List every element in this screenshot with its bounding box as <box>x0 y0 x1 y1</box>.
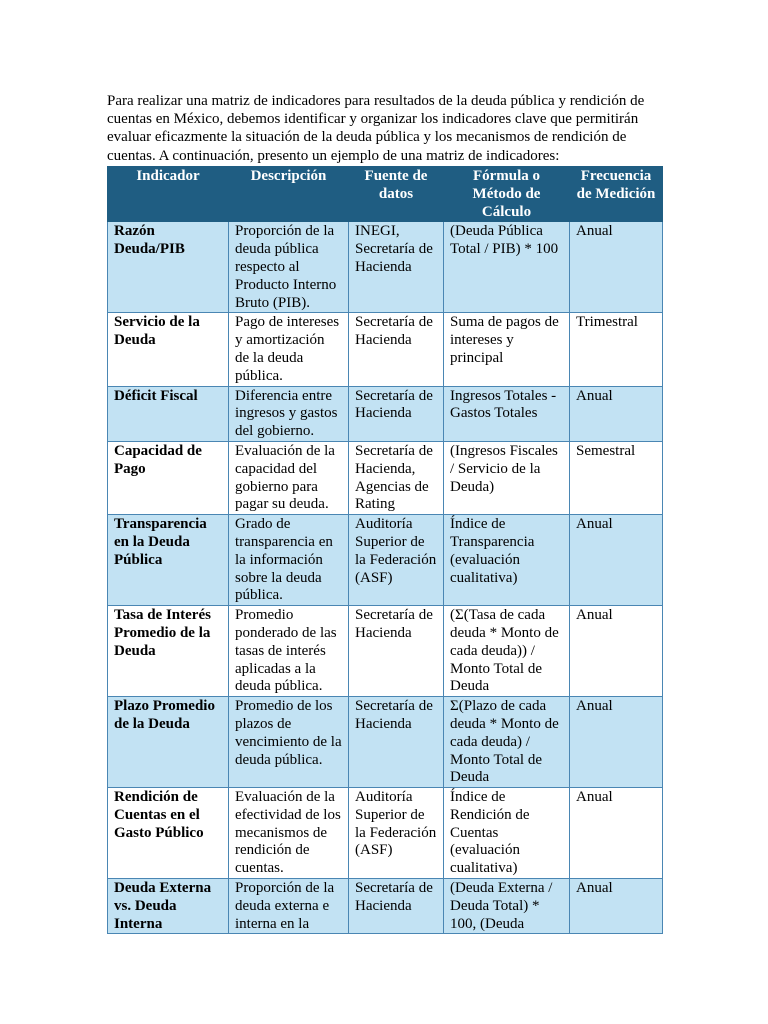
cell-descripcion: Pago de intereses y amortización de la deuda pública. <box>229 313 349 386</box>
cell-frecuencia: Anual <box>570 697 663 788</box>
cell-indicador: Rendición de Cuentas en el Gasto Público <box>108 788 229 879</box>
cell-indicador: Tasa de Interés Promedio de la Deuda <box>108 606 229 697</box>
cell-fuente: Auditoría Superior de la Federación (ASF) <box>349 788 444 879</box>
cell-formula: Ingresos Totales - Gastos Totales <box>444 386 570 441</box>
cell-formula: (Σ(Tasa de cada deuda * Monto de cada deuda)) / Monto Total de Deuda <box>444 606 570 697</box>
header-indicador: Indicador <box>108 167 229 222</box>
cell-indicador: Déficit Fiscal <box>108 386 229 441</box>
header-fuente-datos: Fuente de datos <box>349 167 444 222</box>
cell-fuente: Secretaría de Hacienda <box>349 697 444 788</box>
table-row <box>108 386 663 441</box>
cell-formula: (Deuda Pública Total / PIB) * 100 <box>444 222 570 313</box>
table-header-row <box>108 167 663 222</box>
header-descripcion: Descripción <box>229 167 349 222</box>
header-frecuencia: Frecuencia de Medición <box>570 167 663 222</box>
cell-fuente: INEGI, Secretaría de Hacienda <box>349 222 444 313</box>
cell-descripcion: Promedio ponderado de las tasas de interés aplicadas a la deuda pública. <box>229 606 349 697</box>
cell-formula: Suma de pagos de intereses y principal <box>444 313 570 386</box>
intro-paragraph: Para realizar una matriz de indicadores para resultados de la deuda pública y rendición de cuentas en México, debemos identificar y organizar los indicadores clave que permitirán evaluar eficazmente la situación de la deuda pública y los mecanismos de rendición de cuentas. A continuación, presento un ejemplo de una matriz de indicadores: <box>107 93 645 164</box>
table-row <box>108 879 663 934</box>
cell-indicador: Capacidad de Pago <box>108 441 229 514</box>
cell-frecuencia: Anual <box>570 879 663 934</box>
cell-descripcion: Grado de transparencia en la información sobre la deuda pública. <box>229 515 349 606</box>
cell-descripcion: Promedio de los plazos de vencimiento de la deuda pública. <box>229 697 349 788</box>
cell-fuente: Auditoría Superior de la Federación (ASF) <box>349 515 444 606</box>
cell-frecuencia: Anual <box>570 386 663 441</box>
table-row <box>108 697 663 788</box>
cell-descripcion: Diferencia entre ingresos y gastos del gobierno. <box>229 386 349 441</box>
cell-indicador: Razón Deuda/PIB <box>108 222 229 313</box>
cell-indicador: Transparencia en la Deuda Pública <box>108 515 229 606</box>
cell-frecuencia: Trimestral <box>570 313 663 386</box>
cell-descripcion: Proporción de la deuda externa e interna en la <box>229 879 349 934</box>
indicator-matrix-table <box>107 166 663 934</box>
cell-fuente: Secretaría de Hacienda <box>349 879 444 934</box>
header-formula: Fórmula o Método de Cálculo <box>444 167 570 222</box>
cell-formula: (Deuda Externa / Deuda Total) * 100, (Deuda <box>444 879 570 934</box>
cell-descripcion: Evaluación de la capacidad del gobierno para pagar su deuda. <box>229 441 349 514</box>
cell-descripcion: Proporción de la deuda pública respecto al Producto Interno Bruto (PIB). <box>229 222 349 313</box>
table-row <box>108 222 663 313</box>
cell-indicador: Deuda Externa vs. Deuda Interna <box>108 879 229 934</box>
cell-frecuencia: Anual <box>570 788 663 879</box>
table-row <box>108 441 663 514</box>
table-row <box>108 515 663 606</box>
cell-frecuencia: Anual <box>570 515 663 606</box>
cell-fuente: Secretaría de Hacienda <box>349 606 444 697</box>
table-row <box>108 788 663 879</box>
cell-formula: Índice de Rendición de Cuentas (evaluación cualitativa) <box>444 788 570 879</box>
cell-frecuencia: Anual <box>570 222 663 313</box>
table-row <box>108 606 663 697</box>
cell-indicador: Servicio de la Deuda <box>108 313 229 386</box>
cell-formula: (Ingresos Fiscales / Servicio de la Deuda) <box>444 441 570 514</box>
table-row <box>108 313 663 386</box>
cell-fuente: Secretaría de Hacienda <box>349 313 444 386</box>
cell-frecuencia: Semestral <box>570 441 663 514</box>
cell-indicador: Plazo Promedio de la Deuda <box>108 697 229 788</box>
cell-fuente: Secretaría de Hacienda <box>349 386 444 441</box>
cell-formula: Σ(Plazo de cada deuda * Monto de cada deuda) / Monto Total de Deuda <box>444 697 570 788</box>
cell-frecuencia: Anual <box>570 606 663 697</box>
cell-formula: Índice de Transparencia (evaluación cualitativa) <box>444 515 570 606</box>
cell-descripcion: Evaluación de la efectividad de los mecanismos de rendición de cuentas. <box>229 788 349 879</box>
cell-fuente: Secretaría de Hacienda, Agencias de Rating <box>349 441 444 514</box>
